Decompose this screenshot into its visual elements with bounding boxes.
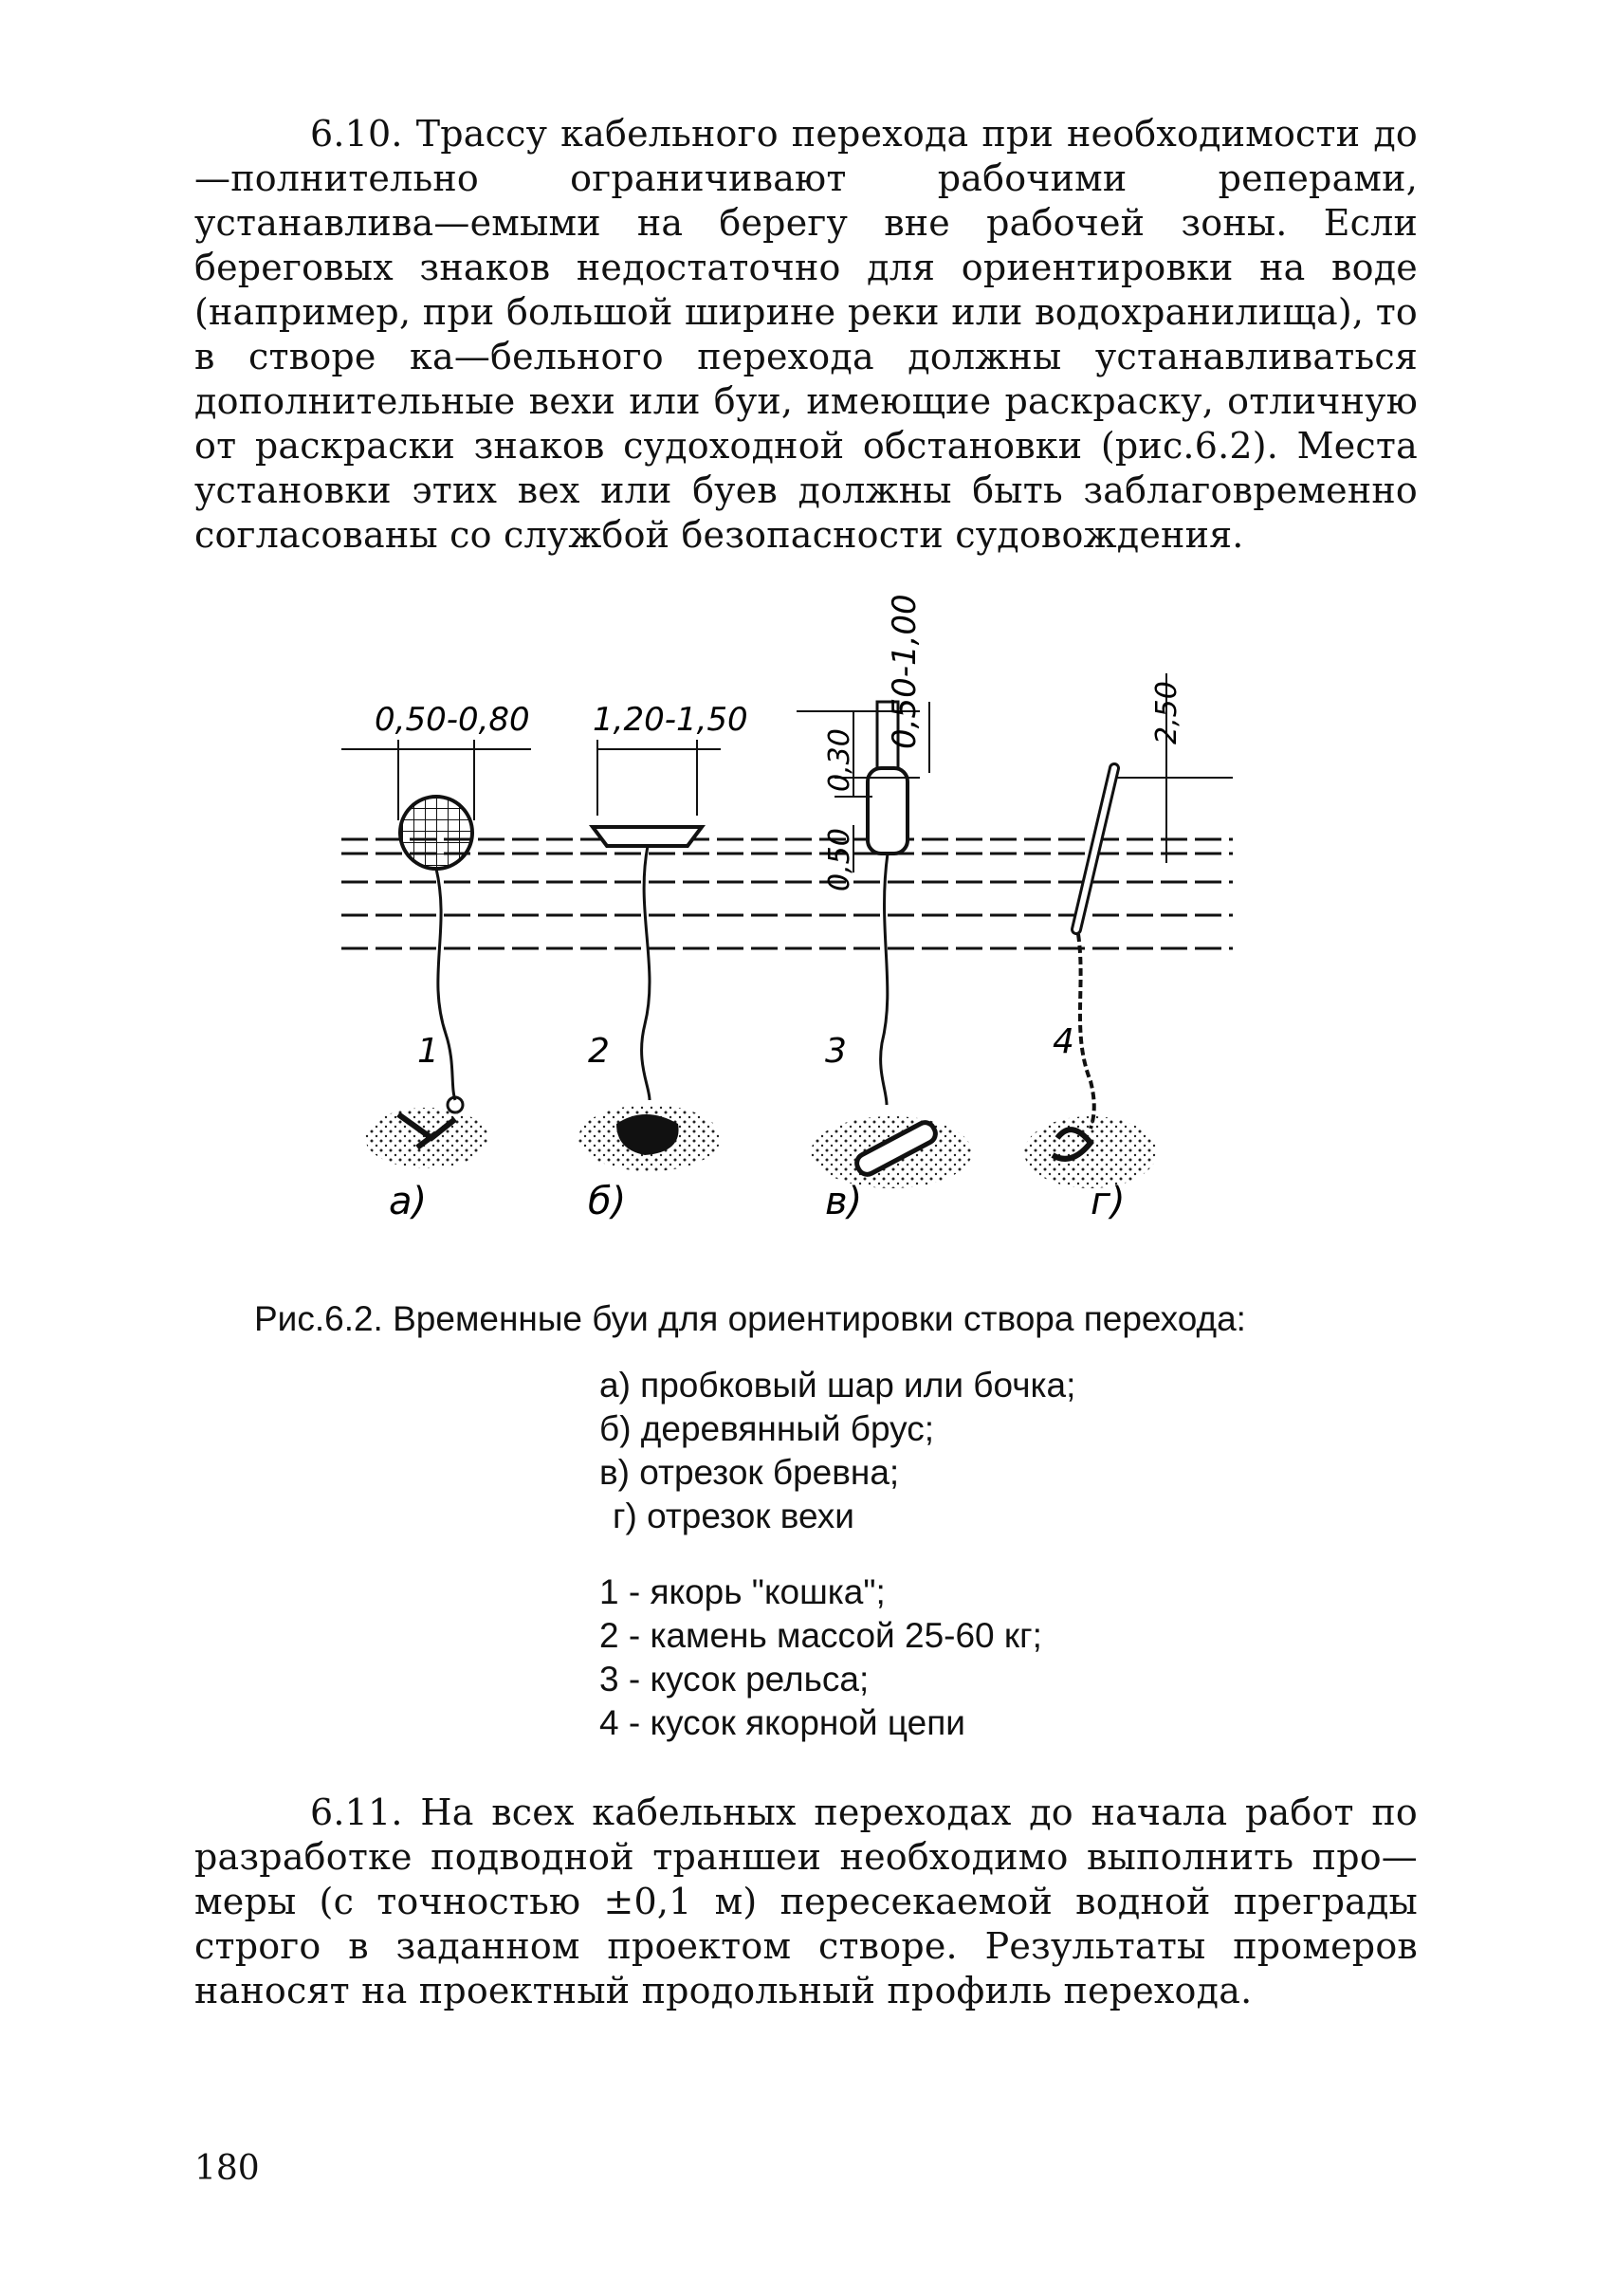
- buoy-d: [1024, 673, 1233, 1188]
- buoy-a: [341, 740, 531, 1168]
- legend-types: [599, 1364, 1075, 1538]
- legend-type-b: б) деревянный брус;: [599, 1409, 935, 1448]
- dim-a-width: 0,50-0,80: [375, 701, 530, 739]
- legend-item-3: 3 - кусок рельса;: [599, 1660, 870, 1699]
- legend-type-a: а) пробковый шар или бочка;: [599, 1366, 1076, 1405]
- label-4: 4: [1053, 1022, 1074, 1061]
- legend-item-2: 2 - камень массой 25-60 кг;: [599, 1616, 1042, 1655]
- dim-b-width: 1,20-1,50: [593, 701, 748, 739]
- dim-d-height: 2,50: [1150, 681, 1183, 744]
- panel-b-label: б): [588, 1180, 627, 1223]
- panel-c-label: в): [825, 1180, 863, 1223]
- panel-a-label: а): [389, 1180, 428, 1223]
- figure-6-2: [322, 569, 1252, 1233]
- dim-c-depth: 0,50: [823, 828, 856, 891]
- buoy-b: [578, 740, 721, 1171]
- label-3: 3: [825, 1032, 847, 1071]
- legend-type-c: в) отрезок бревна;: [599, 1453, 900, 1492]
- paragraph-6-11: 6.11. На всех кабельных переходах до начала работ по разработке подводной траншеи необходимо выполнить про—меры (с точностью ±0,1 м) пересекаемой водной преграды строго в заданном проектом створе. Результаты промеров наносят на проектный продольный профиль перехода.: [194, 1791, 1418, 2011]
- paragraph-6-10: 6.10. Трассу кабельного перехода при необходимости до—полнительно ограничивают рабочими реперами, устанавлива—емыми на берегу вне рабочей зоны. Если береговых знаков недостаточно для ориентировки на воде (например, при большой ширине реки или водохранилища), то в створе ка—бельного перехода должны устанавливаться дополнительные вехи или буи, имеющие раскраску, отличную от раскраски знаков судоходной обстановки (рис.6.2). Места установки этих вех или буев должны быть заблаговременно согласованы со службой безопасности судовождения.: [194, 113, 1418, 556]
- legend-items: [599, 1570, 1042, 1745]
- dim-c-top: 0,30: [823, 728, 856, 792]
- panel-d-label: г): [1091, 1180, 1126, 1223]
- label-1: 1: [417, 1032, 439, 1071]
- legend-type-d: г) отрезок вехи: [613, 1497, 854, 1535]
- dim-c-height: 0,50-1,00: [886, 594, 924, 749]
- legend-item-1: 1 - якорь "кошка";: [599, 1572, 886, 1611]
- page-number: 180: [194, 2149, 260, 2188]
- figure-caption: Рис.6.2. Временные буи для ориентировки створа перехода:: [254, 1299, 1246, 1338]
- legend-item-4: 4 - кусок якорной цепи: [599, 1703, 965, 1742]
- label-2: 2: [588, 1032, 610, 1071]
